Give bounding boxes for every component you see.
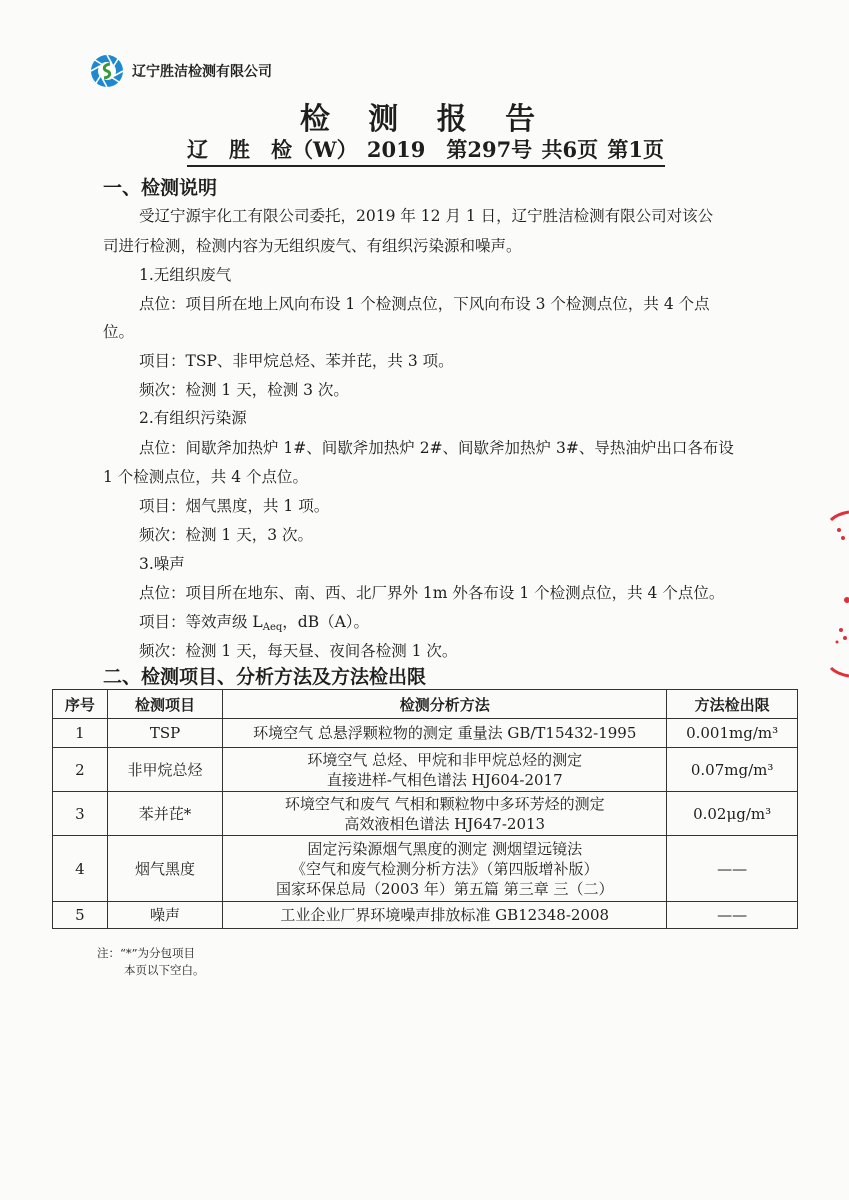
table-row xyxy=(53,792,798,836)
cell-no: 3 xyxy=(53,792,108,836)
frequency-text: 频次：检测 1 天，检测 3 次。 xyxy=(139,381,349,399)
table-row xyxy=(53,748,798,792)
points-text-cont: 位。 xyxy=(103,323,135,341)
items-text: 项目：等效声级 $L_{Aeq}$，dB（A）。 xyxy=(139,613,370,633)
items-text: 项目：TSP、非甲烷总烃、苯并芘，共 3 项。 xyxy=(139,352,454,370)
intro-text-cont: 司进行检测，检测内容为无组织废气、有组织污染源和噪声。 xyxy=(103,237,522,255)
company-logo-icon xyxy=(90,54,124,88)
company-name: 辽宁胜洁检测有限公司 xyxy=(132,64,272,80)
cell-limit: —— xyxy=(667,836,798,902)
points-text: 点位：间歇斧加热炉 1#、间歇斧加热炉 2#、间歇斧加热炉 3#、导热油炉出口各布设 xyxy=(139,439,734,457)
cell-limit: 0.07mg/m³ xyxy=(667,748,798,792)
footnote: 注：“*”为分包项目 xyxy=(97,946,196,960)
header-no: 序号 xyxy=(53,690,108,719)
table-row xyxy=(53,836,798,902)
cell-no: 5 xyxy=(53,902,108,929)
cell-limit: 0.001mg/m³ xyxy=(667,719,798,748)
cell-no: 1 xyxy=(53,719,108,748)
cell-item: 烟气黑度 xyxy=(107,836,223,902)
frequency-text: 频次：检测 1 天，3 次。 xyxy=(139,526,314,544)
cell-item: 苯并芘* xyxy=(107,792,223,836)
subsection-title: 3.噪声 xyxy=(139,555,185,573)
points-text: 点位：项目所在地东、南、西、北厂界外 1m 外各布设 1 个检测点位，共 4 个点位。 xyxy=(139,584,725,602)
header-method: 检测分析方法 xyxy=(223,690,667,719)
cell-method: 环境空气和废气 气相和颗粒物中多环芳烃的测定 高效液相色谱法 HJ647-2013 xyxy=(223,792,667,836)
cell-limit: 0.02μg/m³ xyxy=(667,792,798,836)
cell-method: 环境空气 总悬浮颗粒物的测定 重量法 GB/T15432-1995 xyxy=(223,719,667,748)
header-item: 检测项目 xyxy=(107,690,223,719)
cell-item: 非甲烷总烃 xyxy=(107,748,223,792)
cell-item: 噪声 xyxy=(107,902,223,929)
cell-no: 4 xyxy=(53,836,108,902)
cell-item: TSP xyxy=(107,719,223,748)
cell-method: 固定污染源烟气黑度的测定 测烟望远镜法 《空气和废气检测分析方法》（第四版增补版） 国家环保总局（2003 年）第五篇 第三章 三（二） xyxy=(223,836,667,902)
subsection-title: 2.有组织污染源 xyxy=(139,409,247,427)
blank-page-note: 本页以下空白。 xyxy=(124,963,205,977)
points-text: 点位：项目所在地上风向布设 1 个检测点位，下风向布设 3 个检测点位，共 4 个点 xyxy=(139,295,710,313)
cell-no: 2 xyxy=(53,748,108,792)
table-header-row xyxy=(53,690,798,719)
report-title: 检 测 报 告 xyxy=(299,102,550,137)
seal-stamp-icon xyxy=(819,490,849,690)
frequency-text: 频次：检测 1 天，每天昼、夜间各检测 1 次。 xyxy=(139,642,458,660)
cell-limit: —— xyxy=(667,902,798,929)
intro-text: 受辽宁源宇化工有限公司委托，2019 年 12 月 1 日，辽宁胜洁检测有限公司对该公 xyxy=(139,207,714,225)
report-number: 辽 胜 检（W） 2019 第297号 共6页 第1页 xyxy=(187,134,665,167)
cell-method: 环境空气 总烃、甲烷和非甲烷总烃的测定 直接进样-气相色谱法 HJ604-2017 xyxy=(223,748,667,792)
methods-table xyxy=(52,689,798,929)
section-heading-2: 二、检测项目、分析方法及方法检出限 xyxy=(103,666,427,688)
header-limit: 方法检出限 xyxy=(667,690,798,719)
table-row xyxy=(53,902,798,929)
points-text-cont: 1 个检测点位，共 4 个点位。 xyxy=(103,468,309,486)
cell-method: 工业企业厂界环境噪声排放标准 GB12348-2008 xyxy=(223,902,667,929)
company-header xyxy=(90,54,272,88)
subsection-title: 1.无组织废气 xyxy=(139,266,232,284)
section-heading-1: 一、检测说明 xyxy=(103,177,218,199)
items-text: 项目：烟气黑度，共 1 项。 xyxy=(139,497,330,515)
table-row xyxy=(53,719,798,748)
